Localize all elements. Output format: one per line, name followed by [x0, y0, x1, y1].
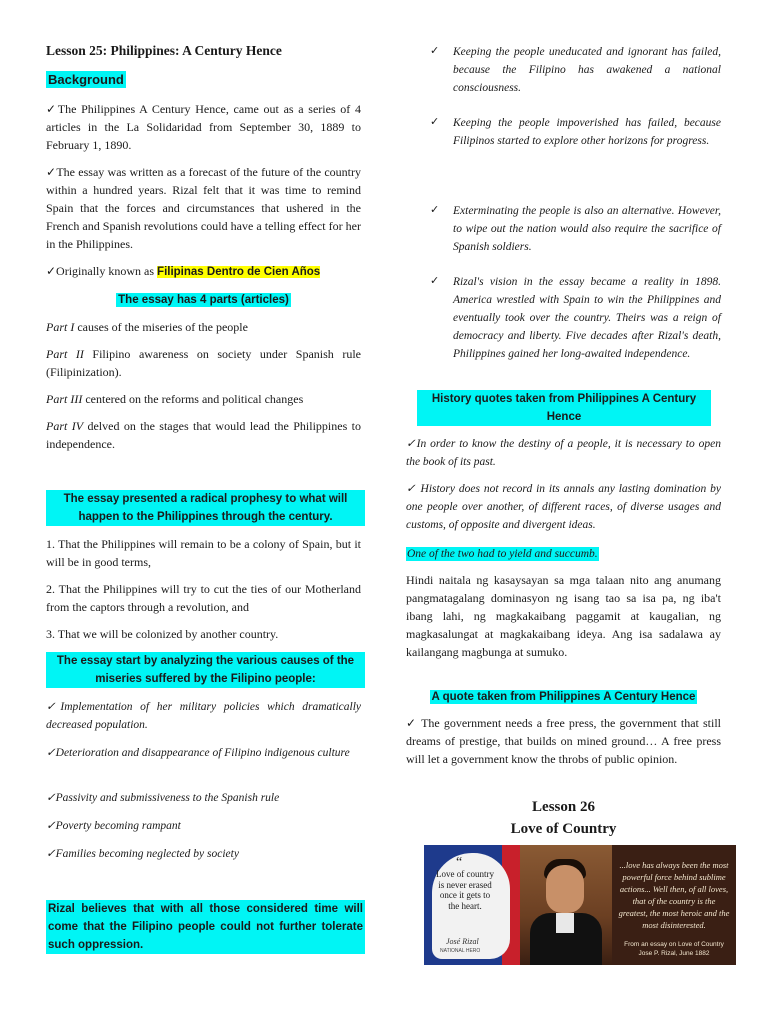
- parts-heading-text: The essay has 4 parts (articles): [118, 294, 289, 306]
- check-icon: ✓: [430, 204, 440, 216]
- lesson26-line2: Love of Country: [510, 821, 617, 837]
- background-paragraph-1: ✓The Philippines A Century Hence, came out as a series of 4 articles in the La Solidaridad from September 30, 1889 to February 1, 1890.: [46, 102, 361, 152]
- free-press-quote: ✓ The government needs a free press, the government that still dreams of prestige, that builds on mined ground… A free press will let a government know the throbs of public opinion.: [406, 716, 721, 766]
- part-1-text: causes of the miseries of the people: [74, 320, 248, 334]
- check-item-1: Keeping the people uneducated and ignorant has failed, because the Filipino has awakened a national consciousness.: [453, 46, 721, 94]
- background-paragraph-2: ✓The essay was written as a forecast of the future of the country within a hundred years. Rizal felt that it was time to remind Spain that the forces and circumstances that ushered in the French and Spanish revolutions could have a telling effect for her in the Philippines.: [46, 165, 361, 251]
- part-1-label: Part I: [46, 320, 75, 334]
- quote-mark-icon: “: [456, 855, 463, 870]
- prophecy-3: 3. That we will be colonized by another country.: [46, 627, 279, 641]
- part-2: [46, 345, 361, 381]
- check-icon: ✓: [430, 275, 440, 287]
- background-heading-text: Background: [48, 72, 124, 87]
- cause-3: ✓Passivity and submissiveness to the Spanish rule: [46, 792, 280, 804]
- check-item-4: Rizal's vision in the essay became a reality in 1898. America wrestled with Spain to win the Philippines and eventually took over the country. Theirs was a reign of democracy and liberty. Five decades after Rizal's death, Philippines gained her long-awaited independence.: [453, 276, 721, 360]
- history-quote-2: ✓ History does not record in its annals any lasting domination by one people over another, of different races, of diverse usages and customs, of opposite and divergent ideas.: [406, 483, 721, 531]
- conclusion: Rizal believes that with all those considered time will come that the Filipino people could not further tolerate such oppression.: [46, 900, 365, 954]
- portrait-collar: [556, 913, 574, 933]
- causes-heading: The essay start by analyzing the various causes of the miseries suffered by the Filipino people:: [46, 652, 365, 688]
- check-icon: ✓: [430, 45, 440, 57]
- yield-line-text: One of the two had to yield and succumb.: [407, 548, 598, 560]
- part-3-label: Part III: [46, 392, 83, 406]
- part-3-text: centered on the reforms and political changes: [82, 392, 304, 406]
- check-item-2: Keeping the people impoverished has failed, because Filipinos started to explore other horizons for progress.: [453, 117, 721, 147]
- lesson25-title: Lesson 25: Philippines: A Century Hence: [46, 43, 282, 58]
- yield-line: [406, 544, 599, 562]
- part-3: [46, 390, 361, 408]
- original-title-prefix: ✓Originally known as: [46, 264, 158, 278]
- check-icon: ✓: [430, 116, 440, 128]
- banner-left-quote: Love of country is never erased once it gets to the heart.: [436, 869, 494, 911]
- love-of-country-banner: [424, 845, 736, 965]
- check-item-3: Exterminating the people is also an alternative. However, to wipe out the nation would also require the sacrifice of Spanish soldiers.: [453, 205, 721, 253]
- banner-caption: From an essay on Love of Country Jose P. Rizal, June 1882: [624, 941, 724, 957]
- lesson26-title: [406, 796, 721, 840]
- parts-heading: [46, 290, 361, 308]
- original-title-line: [46, 262, 361, 281]
- part-4: [46, 417, 361, 453]
- banner-signature-sub: NATIONAL HERO: [440, 948, 481, 954]
- part-4-text: delved on the stages that would lead the Philippines to independence.: [46, 419, 361, 451]
- lesson26-line1: Lesson 26: [532, 799, 595, 815]
- part-4-label: Part IV: [46, 419, 84, 433]
- history-heading: History quotes taken from Philippines A Century Hence: [417, 390, 711, 426]
- part-2-label: Part II: [46, 347, 84, 361]
- original-title-highlight: Filipinas Dentro de Cien Años: [157, 266, 321, 278]
- prophecy-heading: The essay presented a radical prophesy to what will happen to the Philippines through the century.: [46, 490, 365, 526]
- quote-heading: [406, 687, 721, 705]
- part-1: [46, 318, 361, 336]
- cause-1: ✓Implementation of her military policies which dramatically decreased population.: [46, 701, 361, 731]
- banner-signature: José Rizal: [446, 937, 479, 946]
- cause-4: ✓Poverty becoming rampant: [46, 820, 181, 832]
- prophecy-1: 1. That the Philippines will remain to be a colony of Spain, but it will be in good terms,: [46, 537, 361, 569]
- prophecy-2: 2. That the Philippines will try to cut the ties of our Motherland from the captors through a revolution, and: [46, 582, 361, 614]
- tagalog-paragraph: Hindi naitala ng kasaysayan sa mga talaan nito ang anumang pangmatagalang dominasyon ng isang tao sa isa pa, ng iba't ibang lahi, ng magkakaibang paggamit at kaugalian, ng magkasalungat at magkakaibang ideya. Ang isa sadalawa ay kailangang magbunga at sumuko.: [406, 573, 721, 659]
- history-quote-1: ✓In order to know the destiny of a people, it is necessary to open the book of its past.: [406, 438, 721, 468]
- banner-right-quote: ...love has always been the most powerful force behind sublime actions... Well then, of all loves, that of the country is the greatest, the most heroic and the most disinterested.: [618, 860, 730, 930]
- portrait-face: [546, 865, 584, 913]
- cause-2: ✓Deterioration and disappearance of Filipino indigenous culture: [46, 747, 350, 759]
- quote-heading-text: A quote taken from Philippines A Century Hence: [431, 691, 696, 703]
- background-heading: [46, 71, 126, 89]
- cause-5: ✓Families becoming neglected by society: [46, 848, 239, 860]
- part-2-text: Filipino awareness on society under Spanish rule (Filipinization).: [46, 347, 361, 379]
